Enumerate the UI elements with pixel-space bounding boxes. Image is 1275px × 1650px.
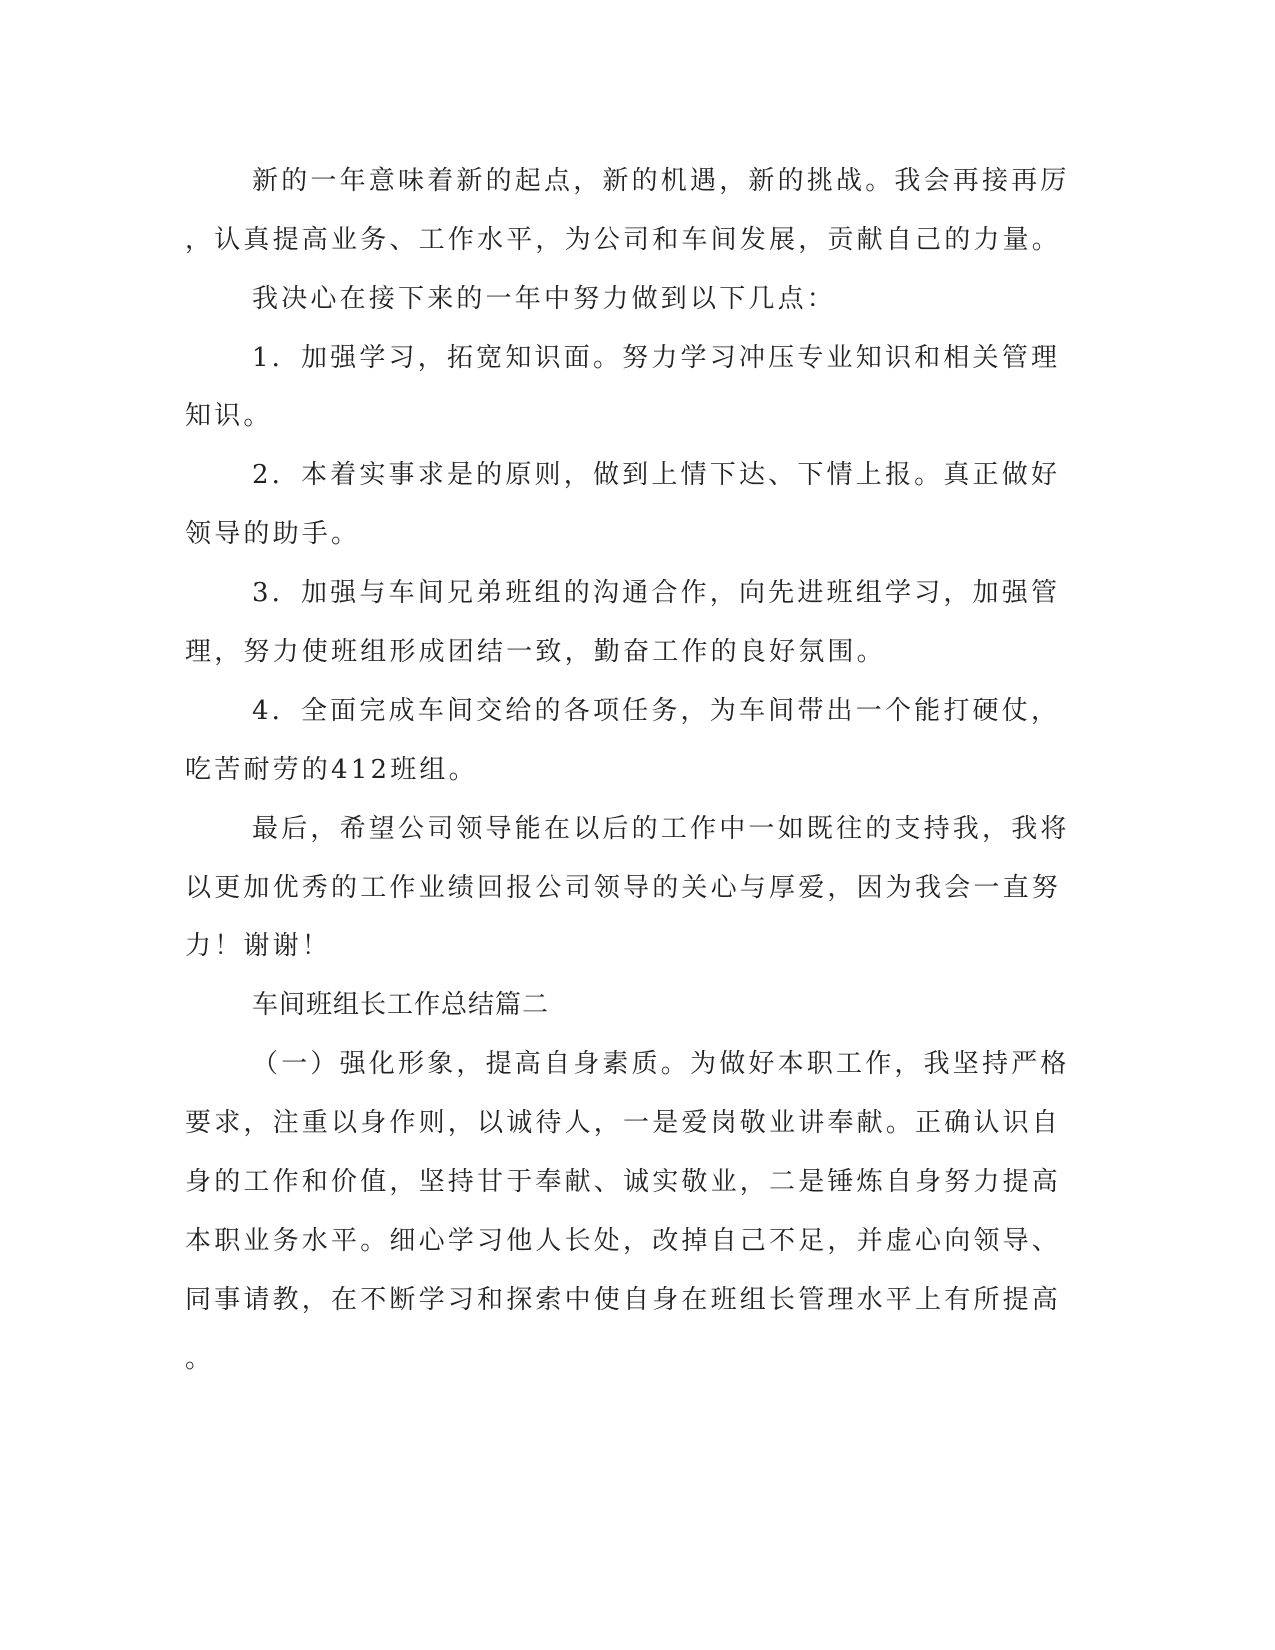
list-item-2: 2．本着实事求是的原则，做到上情下达、下情上报。真正做好 xyxy=(252,460,1061,490)
list-item-3: 3．加强与车间兄弟班组的沟通合作，向先进班组学习，加强管 xyxy=(252,578,1061,608)
text-line: 要求，注重以身作则，以诚待人，一是爱岗敬业讲奉献。正确认识自 xyxy=(185,1108,1062,1138)
text-line: （一）强化形象，提高自身素质。为做好本职工作，我坚持严格 xyxy=(252,1049,1070,1079)
text-line: 最后，希望公司领导能在以后的工作中一如既往的支持我，我将 xyxy=(252,814,1070,844)
list-item-4: 4．全面完成车间交给的各项任务，为车间带出一个能打硬仗， xyxy=(252,696,1061,726)
text-line: 吃苦耐劳的412班组。 xyxy=(185,755,478,785)
text-line: 知识。 xyxy=(185,401,273,431)
text-line: 。 xyxy=(185,1344,215,1374)
section-heading: 车间班组长工作总结篇二 xyxy=(252,990,550,1020)
text-line: ，认真提高业务、工作水平，为公司和车间发展，贡献自己的力量。 xyxy=(185,225,1062,255)
text-line: 同事请教，在不断学习和探索中使自身在班组长管理水平上有所提高 xyxy=(185,1285,1062,1315)
text-line: 以更加优秀的工作业绩回报公司领导的关心与厚爱，因为我会一直努 xyxy=(185,873,1062,903)
text-line: 我决心在接下来的一年中努力做到以下几点： xyxy=(252,284,837,314)
list-item-1: 1．加强学习，拓宽知识面。努力学习冲压专业知识和相关管理 xyxy=(252,343,1061,373)
text-line: 理，努力使班组形成团结一致，勤奋工作的良好氛围。 xyxy=(185,637,886,667)
text-line: 领导的助手。 xyxy=(185,519,361,549)
text-line: 本职业务水平。细心学习他人长处，改掉自己不足，并虚心向领导、 xyxy=(185,1226,1062,1256)
text-line: 新的一年意味着新的起点，新的机遇，新的挑战。我会再接再厉 xyxy=(252,166,1070,196)
text-line: 力！谢谢！ xyxy=(185,931,332,961)
text-line: 身的工作和价值，坚持甘于奉献、诚实敬业，二是锤炼自身努力提高 xyxy=(185,1167,1062,1197)
